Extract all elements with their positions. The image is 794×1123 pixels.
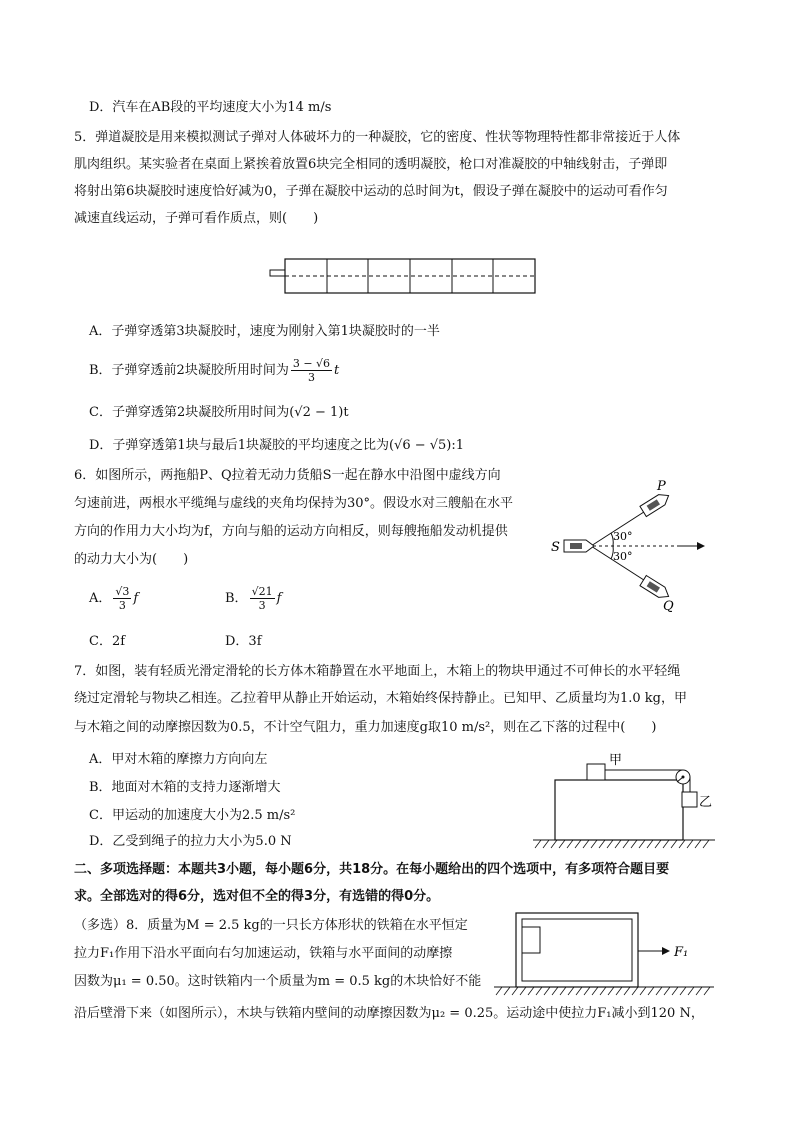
q7-option-c: C．甲运动的加速度大小为2.5 m/s² xyxy=(89,808,296,823)
q5-stem-line3: 将射出第6块凝胶时速度恰好减为0，子弹在凝胶中运动的总时间为t，假设子弹在凝胶中的运动可看作匀 xyxy=(74,184,668,199)
label-yi: 乙 xyxy=(699,795,713,810)
q7-option-b: B．地面对木箱的支持力逐渐增大 xyxy=(89,780,281,795)
q4-option-d: D．汽车在AB段的平均速度大小为14 m/s xyxy=(89,100,332,115)
q7-stem-line1: 7．如图，装有轻质光滑定滑轮的长方体木箱静置在水平地面上，木箱上的物块甲通过不可伸长的水平轻绳 xyxy=(74,664,681,679)
q5-stem-line2: 肌肉组织。某实验者在桌面上紧挨着放置6块完全相同的透明凝胶，枪口对准凝胶的中轴线射击，子弹即 xyxy=(74,157,668,172)
q7-option-a: A．甲对木箱的摩擦力方向向左 xyxy=(89,752,268,767)
section2-heading-line2: 求。全部选对的得6分，选对但不全的得3分，有选错的得0分。 xyxy=(74,889,440,904)
q6-option-d: D．3f xyxy=(225,634,262,649)
label-s: S xyxy=(551,540,560,555)
q8-stem-line1: （多选）8．质量为M = 2.5 kg的一只长方体形状的铁箱在水平恒定 xyxy=(74,918,468,933)
q5-option-b: B．子弹穿透前2块凝胶所用时间为 $\frac{3 - √6}{3}$ t xyxy=(89,357,340,384)
q6-option-b: B． $\frac{√21}{3}$ f xyxy=(225,585,282,612)
q6-stem-line2: 匀速前进，两根水平缆绳与虚线的夹角均保持为30°。假设水对三艘船在水平 xyxy=(74,496,514,511)
q8-stem-line4: 沿后壁滑下来（如图所示），木块与铁箱内壁间的动摩擦因数为μ₂ = 0.25。运动途中使拉力F₁减小到120 N， xyxy=(74,1006,704,1021)
box-pulley-figure xyxy=(525,752,725,852)
q6-stem-line1: 6．如图所示，两拖船P、Q拉着无动力货船S一起在静水中沿图中虚线方向 xyxy=(74,468,501,483)
q6-stem-line3: 方向的作用力大小均为f，方向与船的运动方向相反，则每艘拖船发动机提供 xyxy=(74,524,508,539)
q5-stem-line4: 减速直线运动，子弹可看作质点，则( ) xyxy=(74,211,319,226)
angle-label-top: 30° xyxy=(613,530,633,543)
gel-blocks-figure xyxy=(262,255,542,300)
q5-option-d: D．子弹穿透第1块与最后1块凝胶的平均速度之比为(√6 − √5):1 xyxy=(89,438,465,453)
q5-option-a: A．子弹穿透第3块凝胶时，速度为刚射入第1块凝胶时的一半 xyxy=(89,324,440,339)
q6-stem-line4: 的动力大小为( ) xyxy=(74,552,189,567)
q7-option-d: D．乙受到绳子的拉力大小为5.0 N xyxy=(89,834,292,849)
q7-stem-line2: 绕过定滑轮与物块乙相连。乙拉着甲从静止开始运动，木箱始终保持静止。已知甲、乙质量均为1.0 kg，甲 xyxy=(74,691,688,706)
tug-boats-figure xyxy=(545,470,720,615)
q7-stem-line3: 与木箱之间的动摩擦因数为0.5，不计空气阻力，重力加速度g取10 m/s²，则在乙下落的过程中( ) xyxy=(74,720,657,735)
label-f1: F₁ xyxy=(674,945,689,960)
section2-heading-line1: 二、多项选择题：本题共3小题，每小题6分，共18分。在每小题给出的四个选项中，有多项符合题目要 xyxy=(74,862,670,877)
q5-stem-line1: 5．弹道凝胶是用来模拟测试子弹对人体破坏力的一种凝胶，它的密度、性状等物理特性都非常接近于人体 xyxy=(74,130,681,145)
angle-label-bottom: 30° xyxy=(613,550,633,563)
label-jia: 甲 xyxy=(609,753,623,768)
q8-stem-line3: 因数为μ₁ = 0.50。这时铁箱内一个质量为m = 0.5 kg的木块恰好不能 xyxy=(74,974,482,989)
iron-box-figure xyxy=(490,905,720,997)
label-q: Q xyxy=(663,599,674,614)
label-p: P xyxy=(657,479,666,494)
q6-option-a: A． $\frac{√3}{3}$ f xyxy=(89,585,139,612)
q6-option-c: C．2f xyxy=(89,634,126,649)
q8-stem-line2: 拉力F₁作用下沿水平面向右匀加速运动，铁箱与水平面间的动摩擦 xyxy=(74,946,453,961)
q5-option-c: C．子弹穿透第2块凝胶所用时间为(√2 − 1)t xyxy=(89,405,349,420)
